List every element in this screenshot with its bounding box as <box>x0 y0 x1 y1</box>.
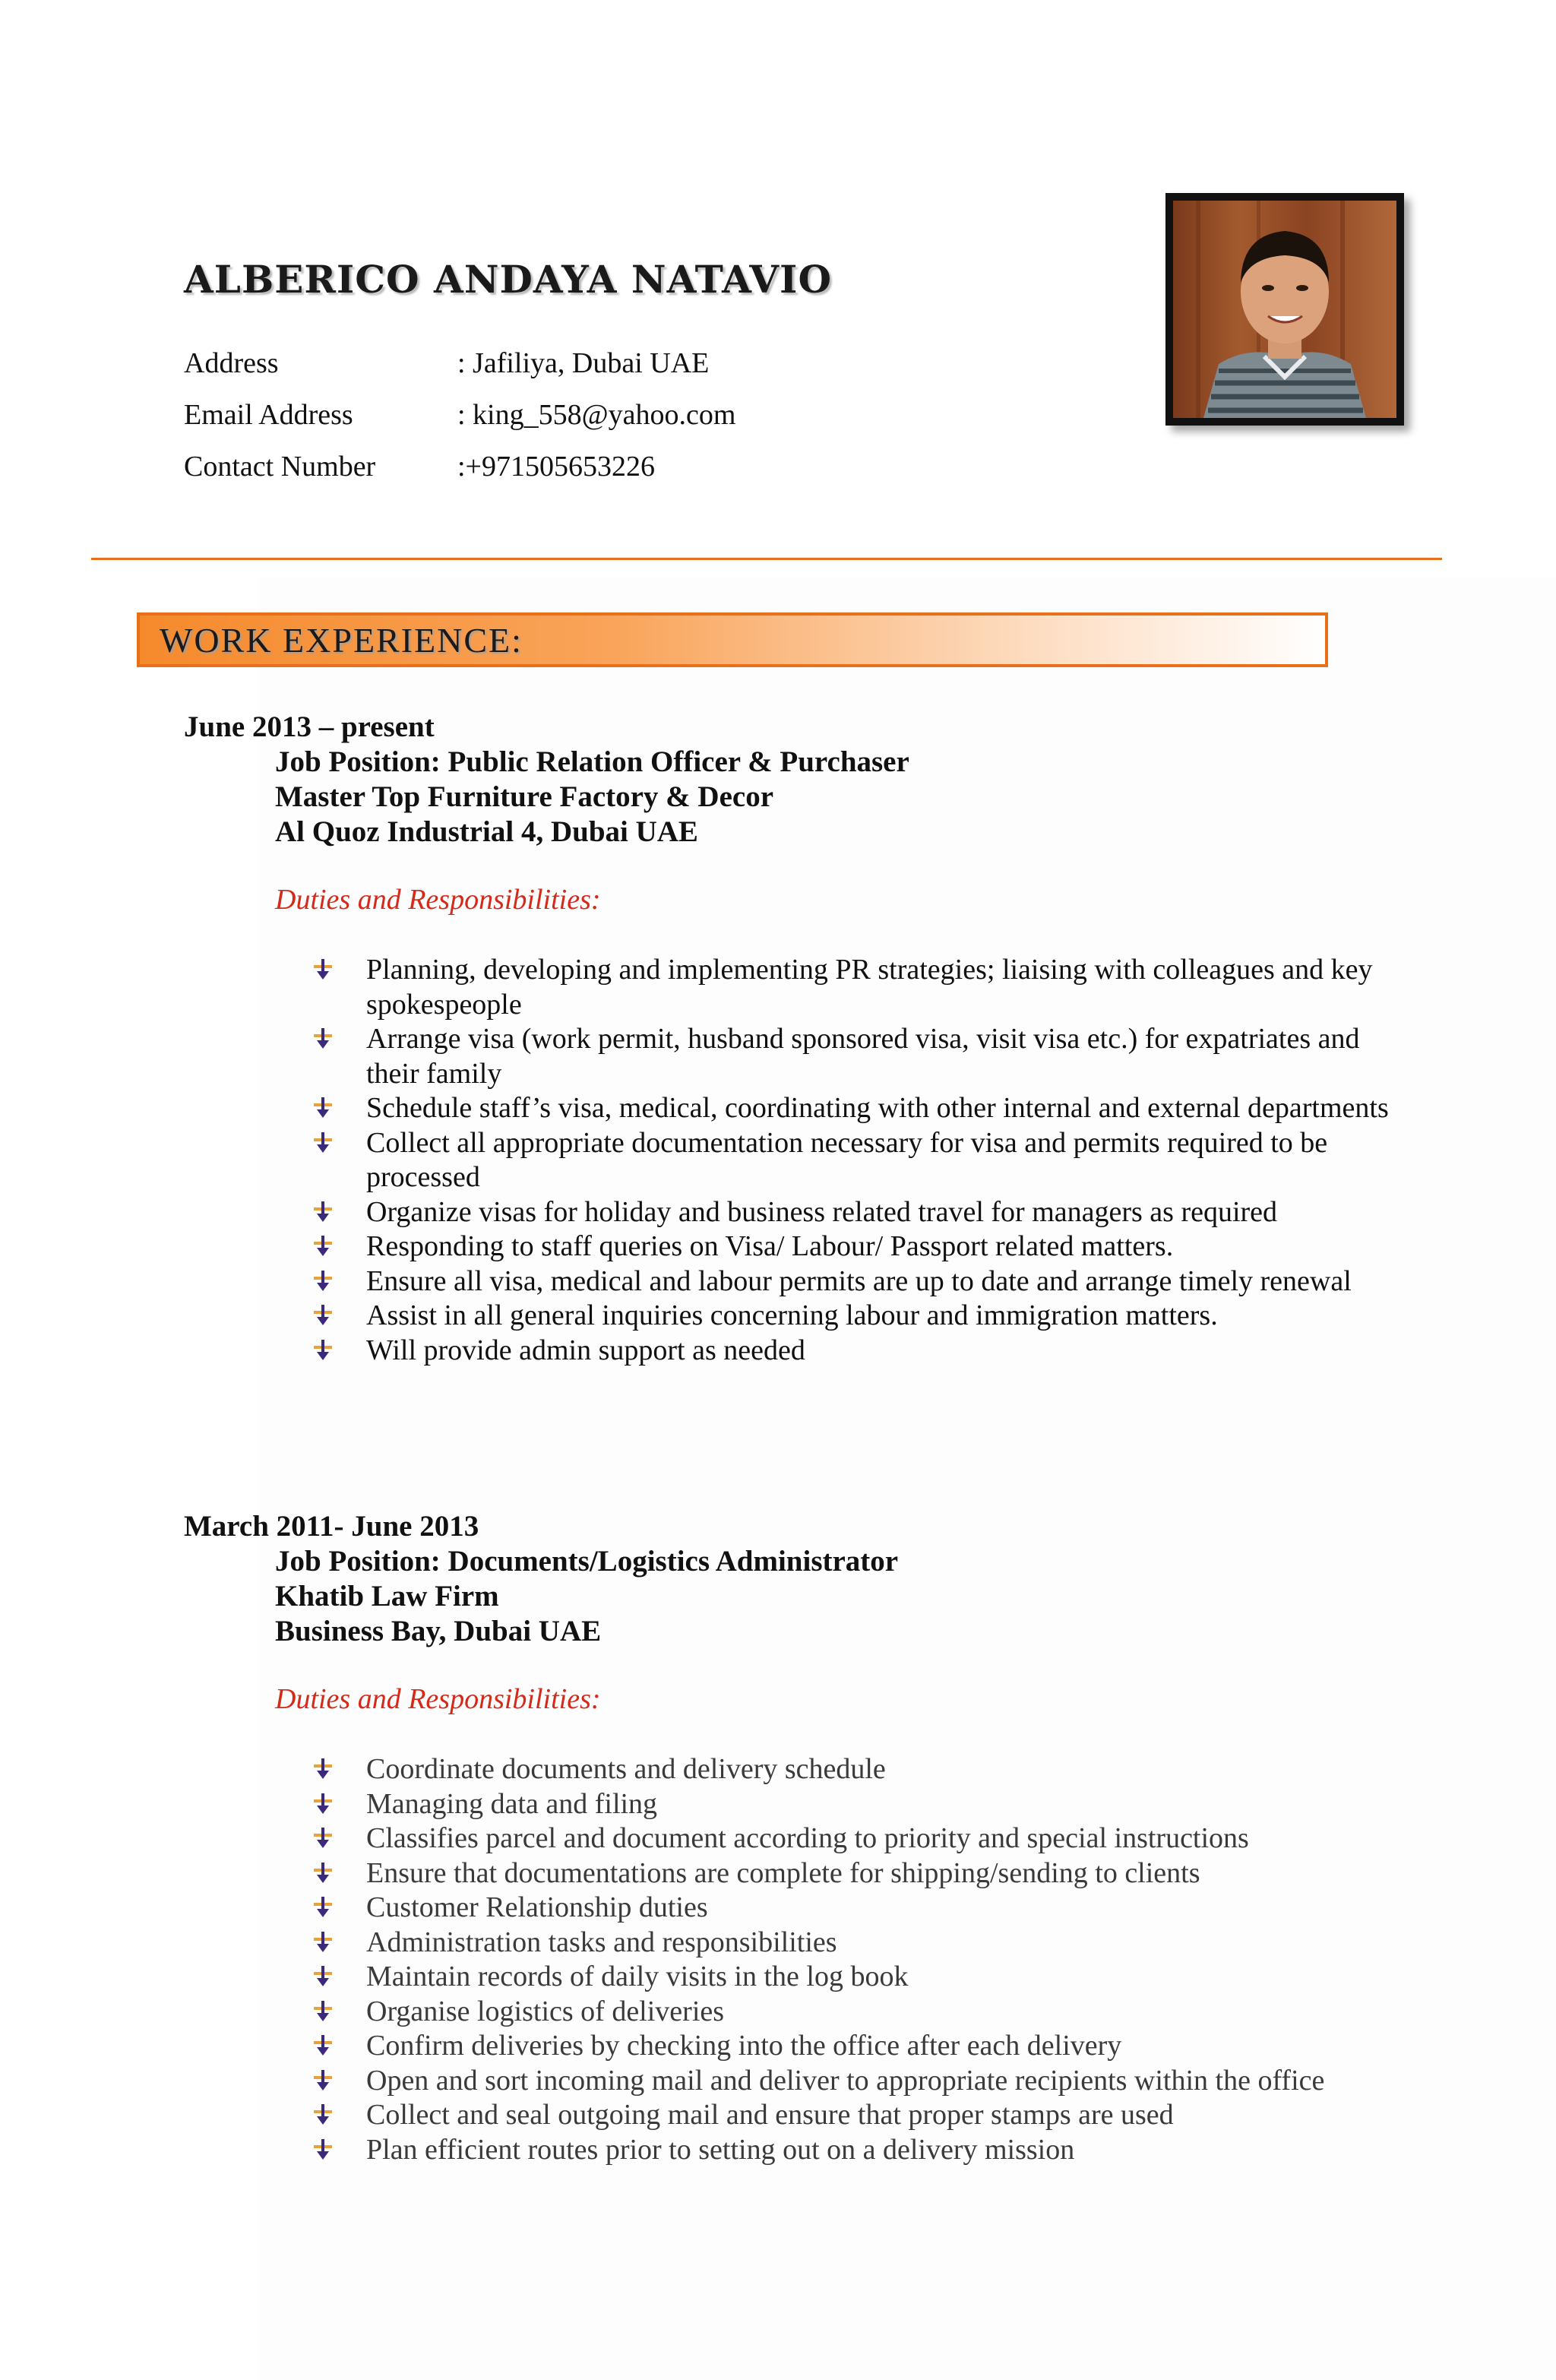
profile-photo <box>1165 193 1404 426</box>
contact-value: :+971505653226 <box>457 451 655 483</box>
duty-item <box>312 1821 1390 1856</box>
duty-item <box>312 1264 1390 1299</box>
arrow-down-bullet-icon <box>312 1793 334 1815</box>
duty-text: Planning, developing and implementing PR strategies; liaising with colleagues and key spokespeople <box>366 954 1373 1021</box>
duty-item <box>312 1960 1390 1995</box>
arrow-down-bullet-icon <box>312 1862 334 1885</box>
duty-text: Schedule staff’s visa, medical, coordinating with other internal and external departments <box>366 1092 1389 1124</box>
arrow-down-bullet-icon <box>312 2103 334 2126</box>
arrow-down-bullet-icon <box>312 1235 334 1258</box>
duty-text: Assist in all general inquiries concerning labour and immigration matters. <box>366 1299 1218 1331</box>
duty-text: Responding to staff queries on Visa/ Labour/ Passport related matters. <box>366 1230 1174 1262</box>
arrow-down-bullet-icon <box>312 958 334 981</box>
duty-text: Collect all appropriate documentation necessary for visa and permits required to be processed <box>366 1126 1328 1193</box>
arrow-down-bullet-icon <box>312 2034 334 2057</box>
contact-label: Email Address <box>184 399 353 431</box>
job-position: Job Position: Documents/Logistics Administrator <box>275 1545 899 1578</box>
duty-item <box>312 1787 1390 1822</box>
arrow-down-bullet-icon <box>312 1339 334 1362</box>
duty-text: Organize visas for holiday and business related travel for managers as required <box>366 1195 1278 1228</box>
duty-item <box>312 1230 1390 1264</box>
duty-text: Ensure all visa, medical and labour permits are up to date and arrange timely renewal <box>366 1264 1352 1297</box>
duty-text: Organise logistics of deliveries <box>366 1995 725 2027</box>
duty-item <box>312 1299 1390 1334</box>
duty-text: Arrange visa (work permit, husband sponsored visa, visit visa etc.) for expatriates and their family <box>366 1023 1360 1090</box>
duty-text: Will provide admin support as needed <box>366 1334 805 1366</box>
candidate-name: ALBERICO ANDAYA NATAVIO <box>184 257 833 302</box>
duty-item <box>312 1856 1390 1891</box>
duty-text: Customer Relationship duties <box>366 1891 708 1923</box>
duty-text: Coordinate documents and delivery schedule <box>366 1753 886 1785</box>
duty-item <box>312 1926 1390 1961</box>
duty-item <box>312 1091 1390 1126</box>
job-dates: March 2011- June 2013 <box>184 1510 479 1543</box>
duty-item <box>312 1126 1390 1195</box>
duty-text: Maintain records of daily visits in the log book <box>366 1961 909 1992</box>
arrow-down-bullet-icon <box>312 1896 334 1919</box>
duty-item <box>312 1891 1390 1926</box>
duty-text: Confirm deliveries by checking into the office after each delivery <box>366 2030 1122 2062</box>
duty-text: Ensure that documentations are complete for shipping/sending to clients <box>366 1856 1200 1889</box>
duty-text: Plan efficient routes prior to setting out on a delivery mission <box>366 2133 1075 2166</box>
duties-list <box>312 953 1390 1368</box>
duty-item <box>312 1022 1390 1091</box>
duties-heading: Duties and Responsibilities: <box>275 884 601 916</box>
duty-item <box>312 1995 1390 2030</box>
duty-text: Collect and seal outgoing mail and ensure that proper stamps are used <box>366 2099 1174 2131</box>
arrow-down-bullet-icon <box>312 1131 334 1154</box>
duty-text: Managing data and filing <box>366 1787 658 1820</box>
duty-item <box>312 2064 1390 2099</box>
work-experience-header <box>137 612 1328 667</box>
contact-label: Address <box>184 347 279 379</box>
job-company: Master Top Furniture Factory & Decor <box>275 780 774 813</box>
arrow-down-bullet-icon <box>312 1965 334 1988</box>
section-title: WORK EXPERIENCE: <box>160 621 523 660</box>
arrow-down-bullet-icon <box>312 1931 334 1954</box>
duties-heading: Duties and Responsibilities: <box>275 1683 601 1715</box>
duty-item <box>312 1334 1390 1369</box>
job-position: Job Position: Public Relation Officer & Purchaser <box>275 745 909 778</box>
duty-text: Administration tasks and responsibilities <box>366 1926 837 1958</box>
duties-list <box>312 1752 1390 2167</box>
duty-item <box>312 2098 1390 2133</box>
arrow-down-bullet-icon <box>312 1270 334 1293</box>
duty-text: Open and sort incoming mail and deliver to appropriate recipients within the office <box>366 2064 1325 2097</box>
job-dates: June 2013 – present <box>184 711 435 743</box>
arrow-down-bullet-icon <box>312 1827 334 1850</box>
arrow-down-bullet-icon <box>312 1097 334 1119</box>
arrow-down-bullet-icon <box>312 1201 334 1223</box>
duty-item <box>312 1195 1390 1230</box>
job-location: Business Bay, Dubai UAE <box>275 1615 602 1647</box>
duty-item <box>312 2133 1390 2168</box>
arrow-down-bullet-icon <box>312 1758 334 1780</box>
arrow-down-bullet-icon <box>312 2069 334 2092</box>
contact-value: : Jafiliya, Dubai UAE <box>457 347 710 379</box>
arrow-down-bullet-icon <box>312 2000 334 2023</box>
duty-text: Classifies parcel and document according to priority and special instructions <box>366 1822 1249 1854</box>
header-divider <box>91 558 1442 560</box>
contact-label: Contact Number <box>184 451 376 483</box>
profile-photo-illustration <box>1173 201 1396 418</box>
arrow-down-bullet-icon <box>312 1304 334 1327</box>
job-company: Khatib Law Firm <box>275 1580 499 1613</box>
contact-value: : king_558@yahoo.com <box>457 399 736 431</box>
duty-item <box>312 1752 1390 1787</box>
job-location: Al Quoz Industrial 4, Dubai UAE <box>275 815 698 848</box>
duty-item <box>312 2029 1390 2064</box>
duty-item <box>312 953 1390 1022</box>
arrow-down-bullet-icon <box>312 1027 334 1050</box>
arrow-down-bullet-icon <box>312 2138 334 2161</box>
